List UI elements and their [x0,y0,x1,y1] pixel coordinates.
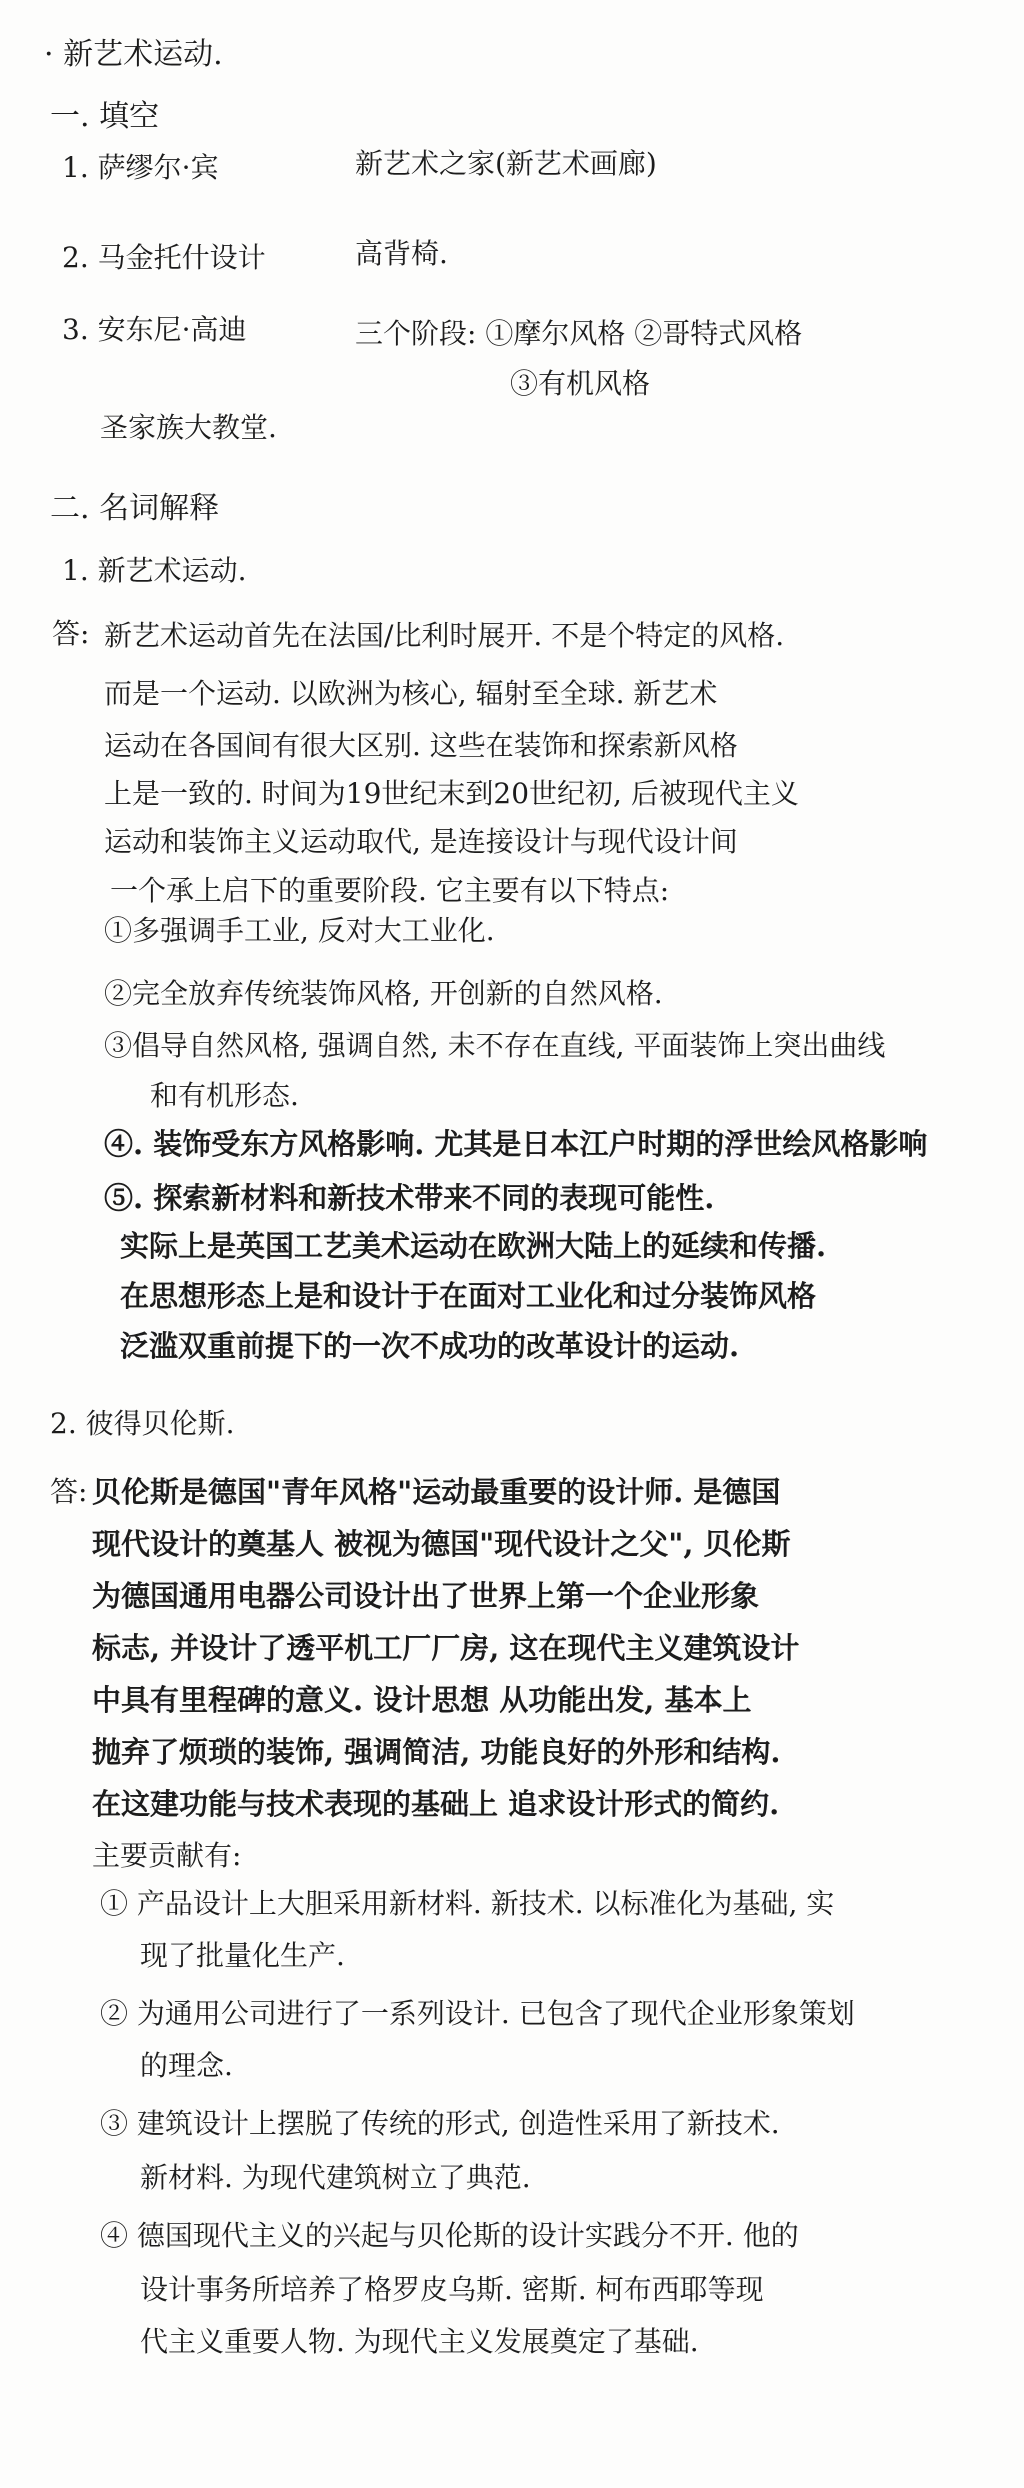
section-heading-terms: 二. 名词解释 [50,491,220,526]
term-2-line: 贝伦斯是德国"青年风格"运动最重要的设计师. 是德国 [92,1475,781,1509]
contribution-item-cont: 新材料. 为现代建筑树立了典范. [140,2161,531,2194]
term-2-line: 在这建功能与技术表现的基础上 追求设计形式的简约. [92,1787,780,1821]
term-1-line: 上是一致的. 时间为19世纪末到20世纪初, 后被现代主义 [104,777,799,810]
feature-point: ⑤. 探索新材料和新技术带来不同的表现可能性. [104,1181,715,1215]
answer-1: 新艺术之家(新艺术画廊) [355,147,657,180]
contribution-item: ① 产品设计上大胆采用新材料. 新技术. 以标准化为基础, 实 [100,1887,835,1920]
term-1-line: 而是一个运动. 以欧洲为核心, 辐射至全球. 新艺术 [104,677,718,710]
answer-3-cont: ③有机风格 [510,367,651,400]
feature-point: ④. 装饰受东方风格影响. 尤其是日本江户时期的浮世绘风格影响 [104,1127,928,1161]
feature-point: ③倡导自然风格, 强调自然, 未不存在直线, 平面装饰上突出曲线 [104,1029,886,1062]
term-1-title: 1. 新艺术运动. [62,554,247,587]
term-2-line: 中具有里程碑的意义. 设计思想 从功能出发, 基本上 [92,1683,752,1717]
answer-2: 高背椅. [355,237,448,270]
term-2-title: 2. 彼得贝伦斯. [50,1407,235,1440]
term-2-line: 标志, 并设计了透平机工厂厂房, 这在现代主义建筑设计 [92,1631,800,1665]
page-title: · 新艺术运动. [44,37,223,72]
term-2-line: 现代设计的奠基人 被视为德国"现代设计之父", 贝伦斯 [92,1527,791,1561]
contribution-item: ③ 建筑设计上摆脱了传统的形式, 创造性采用了新技术. [100,2107,780,2140]
contribution-item-cont: 代主义重要人物. 为现代主义发展奠定了基础. [140,2325,699,2358]
answer-label-2: 答: [50,1475,88,1508]
contribution-item-cont: 现了批量化生产. [140,1939,345,1972]
term-2-line: 抛弃了烦琐的装饰, 强调简洁, 功能良好的外形和结构. [92,1735,781,1769]
feature-point-cont: 和有机形态. [150,1079,299,1112]
contribution-item-cont: 设计事务所培养了格罗皮乌斯. 密斯. 柯布西耶等现 [140,2273,764,2306]
term-1-line: 一个承上启下的重要阶段. 它主要有以下特点: [110,874,670,907]
answer-3: 三个阶段: ①摩尔风格 ②哥特式风格 [355,317,803,350]
question-3: 3. 安东尼·高迪 [62,313,247,346]
question-1: 1. 萨缪尔·宾 [62,151,219,184]
feature-point: ①多强调手工业, 反对大工业化. [104,914,495,947]
closing-line: 泛滥双重前提下的一次不成功的改革设计的运动. [120,1329,740,1363]
term-1-line: 运动和装饰主义运动取代, 是连接设计与现代设计间 [104,825,738,858]
term-1-line: 新艺术运动首先在法国/比利时展开. 不是个特定的风格. [104,619,785,652]
contribution-item-cont: 的理念. [140,2049,233,2082]
answer-3-extra: 圣家族大教堂. [100,411,277,444]
closing-line: 在思想形态上是和设计于在面对工业化和过分装饰风格 [120,1279,817,1313]
contributions-title: 主要贡献有: [92,1839,242,1872]
feature-point: ②完全放弃传统装饰风格, 开创新的自然风格. [104,977,663,1010]
closing-line: 实际上是英国工艺美术运动在欧洲大陆上的延续和传播. [120,1229,827,1263]
section-heading-fill-blank: 一. 填空 [50,99,160,134]
term-2-line: 为德国通用电器公司设计出了世界上第一个企业形象 [92,1579,760,1613]
term-1-line: 运动在各国间有很大区别. 这些在装饰和探索新风格 [104,729,738,762]
contribution-item: ④ 德国现代主义的兴起与贝伦斯的设计实践分不开. 他的 [100,2219,799,2252]
contribution-item: ② 为通用公司进行了一系列设计. 已包含了现代企业形象策划 [100,1997,855,2030]
answer-label-1: 答: [52,617,90,650]
question-2: 2. 马金托什设计 [62,241,266,274]
